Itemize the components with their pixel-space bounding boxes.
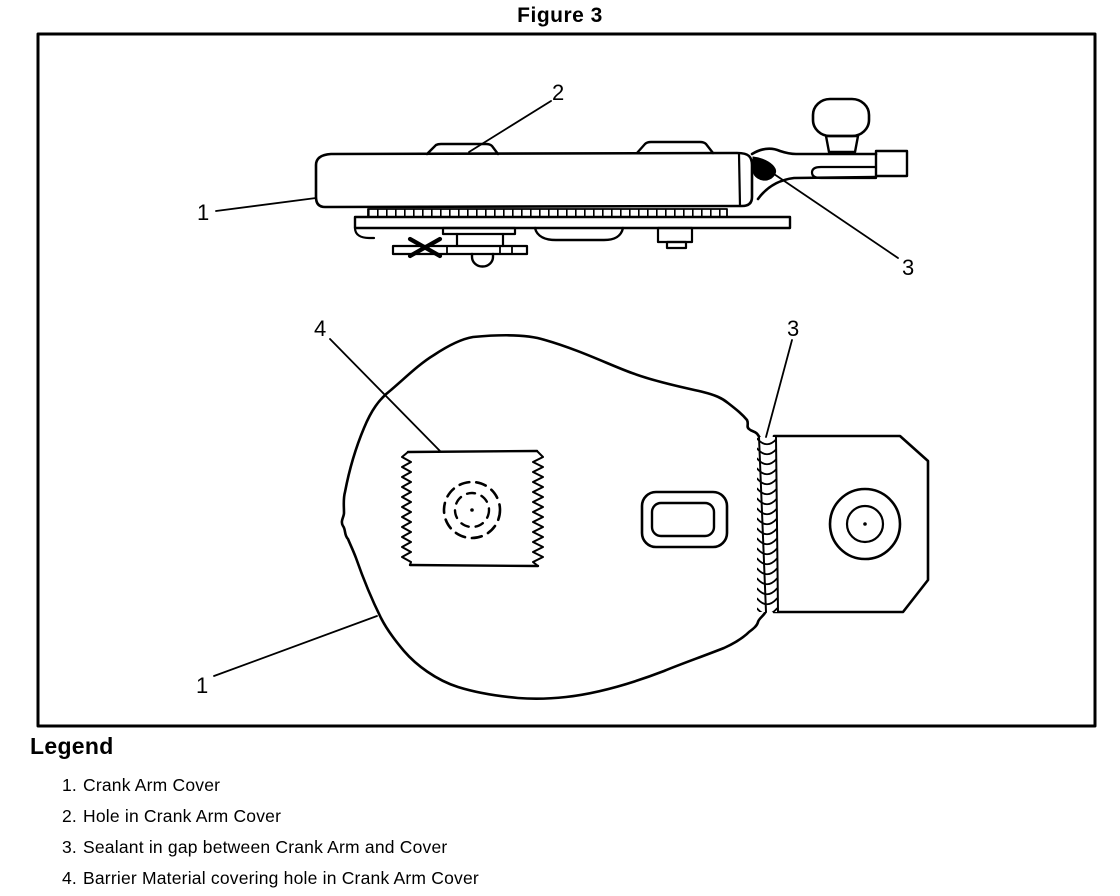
legend-heading: Legend [30,733,114,759]
side-right-block-lower [667,242,686,248]
legend-item-text: Sealant in gap between Crank Arm and Cover [83,837,448,857]
side-crank-arm-bottom [758,177,876,199]
plan-sealant-band [757,437,778,612]
side-second-bump [637,142,713,153]
plan-crank-arm-plate [774,436,928,612]
side-pedal-ball [813,99,869,136]
plan-hole-center-dot [470,508,474,512]
side-callout-3: 3 [902,255,915,280]
side-cover-right-edge-inner [739,154,740,206]
legend [30,733,1090,894]
legend-item-number: 1. [62,775,77,795]
side-view-callouts [197,80,914,280]
side-leader-3 [771,172,898,258]
side-leader-2 [469,101,551,152]
legend-item-number: 4. [62,868,77,888]
plan-patch-right-zigzag [533,451,543,566]
legend-item [30,863,1090,894]
plan-leader-4 [330,339,440,451]
legend-item-text: Barrier Material covering hole in Crank Arm Cover [83,868,479,888]
side-cover-body [316,153,752,207]
plan-patch-left-zigzag [402,452,411,565]
legend-item-text: Crank Arm Cover [83,775,221,795]
figure-border [38,34,1095,726]
legend-item [30,770,1090,801]
side-crank-arm-endcap [876,151,907,176]
side-center-hump [535,228,623,240]
legend-item-text: Hole in Crank Arm Cover [83,806,282,826]
figure-title: Figure 3 [517,4,603,27]
plan-callout-3: 3 [787,316,800,341]
legend-item [30,832,1090,863]
side-leader-1 [216,198,316,211]
plan-leader-1 [214,616,377,676]
plan-cover-outline [342,335,766,698]
side-base-plate [355,217,790,228]
side-pedal-stem [826,136,858,152]
side-strip-ticks [447,246,512,254]
legend-item [30,801,1090,832]
side-bolt-head [472,254,493,267]
side-sealant-blob [753,157,776,180]
plan-view-callouts [196,316,799,698]
side-plate-left-foot [355,228,374,238]
plan-callout-4: 4 [314,316,327,341]
plan-callout-1: 1 [196,673,209,698]
plan-view [342,335,928,698]
plan-leader-3 [766,340,792,437]
legend-item-number: 2. [62,806,77,826]
plan-slot-inner [652,503,714,536]
side-bracket [443,228,515,234]
side-right-block [658,228,692,242]
side-callout-2: 2 [552,80,565,105]
side-crank-arm-top [752,149,876,154]
side-bracket-legs [457,234,503,246]
side-view [316,99,907,267]
legend-item-number: 3. [62,837,77,857]
plan-arm-hole-center-dot [863,522,867,526]
side-callout-1: 1 [197,200,210,225]
